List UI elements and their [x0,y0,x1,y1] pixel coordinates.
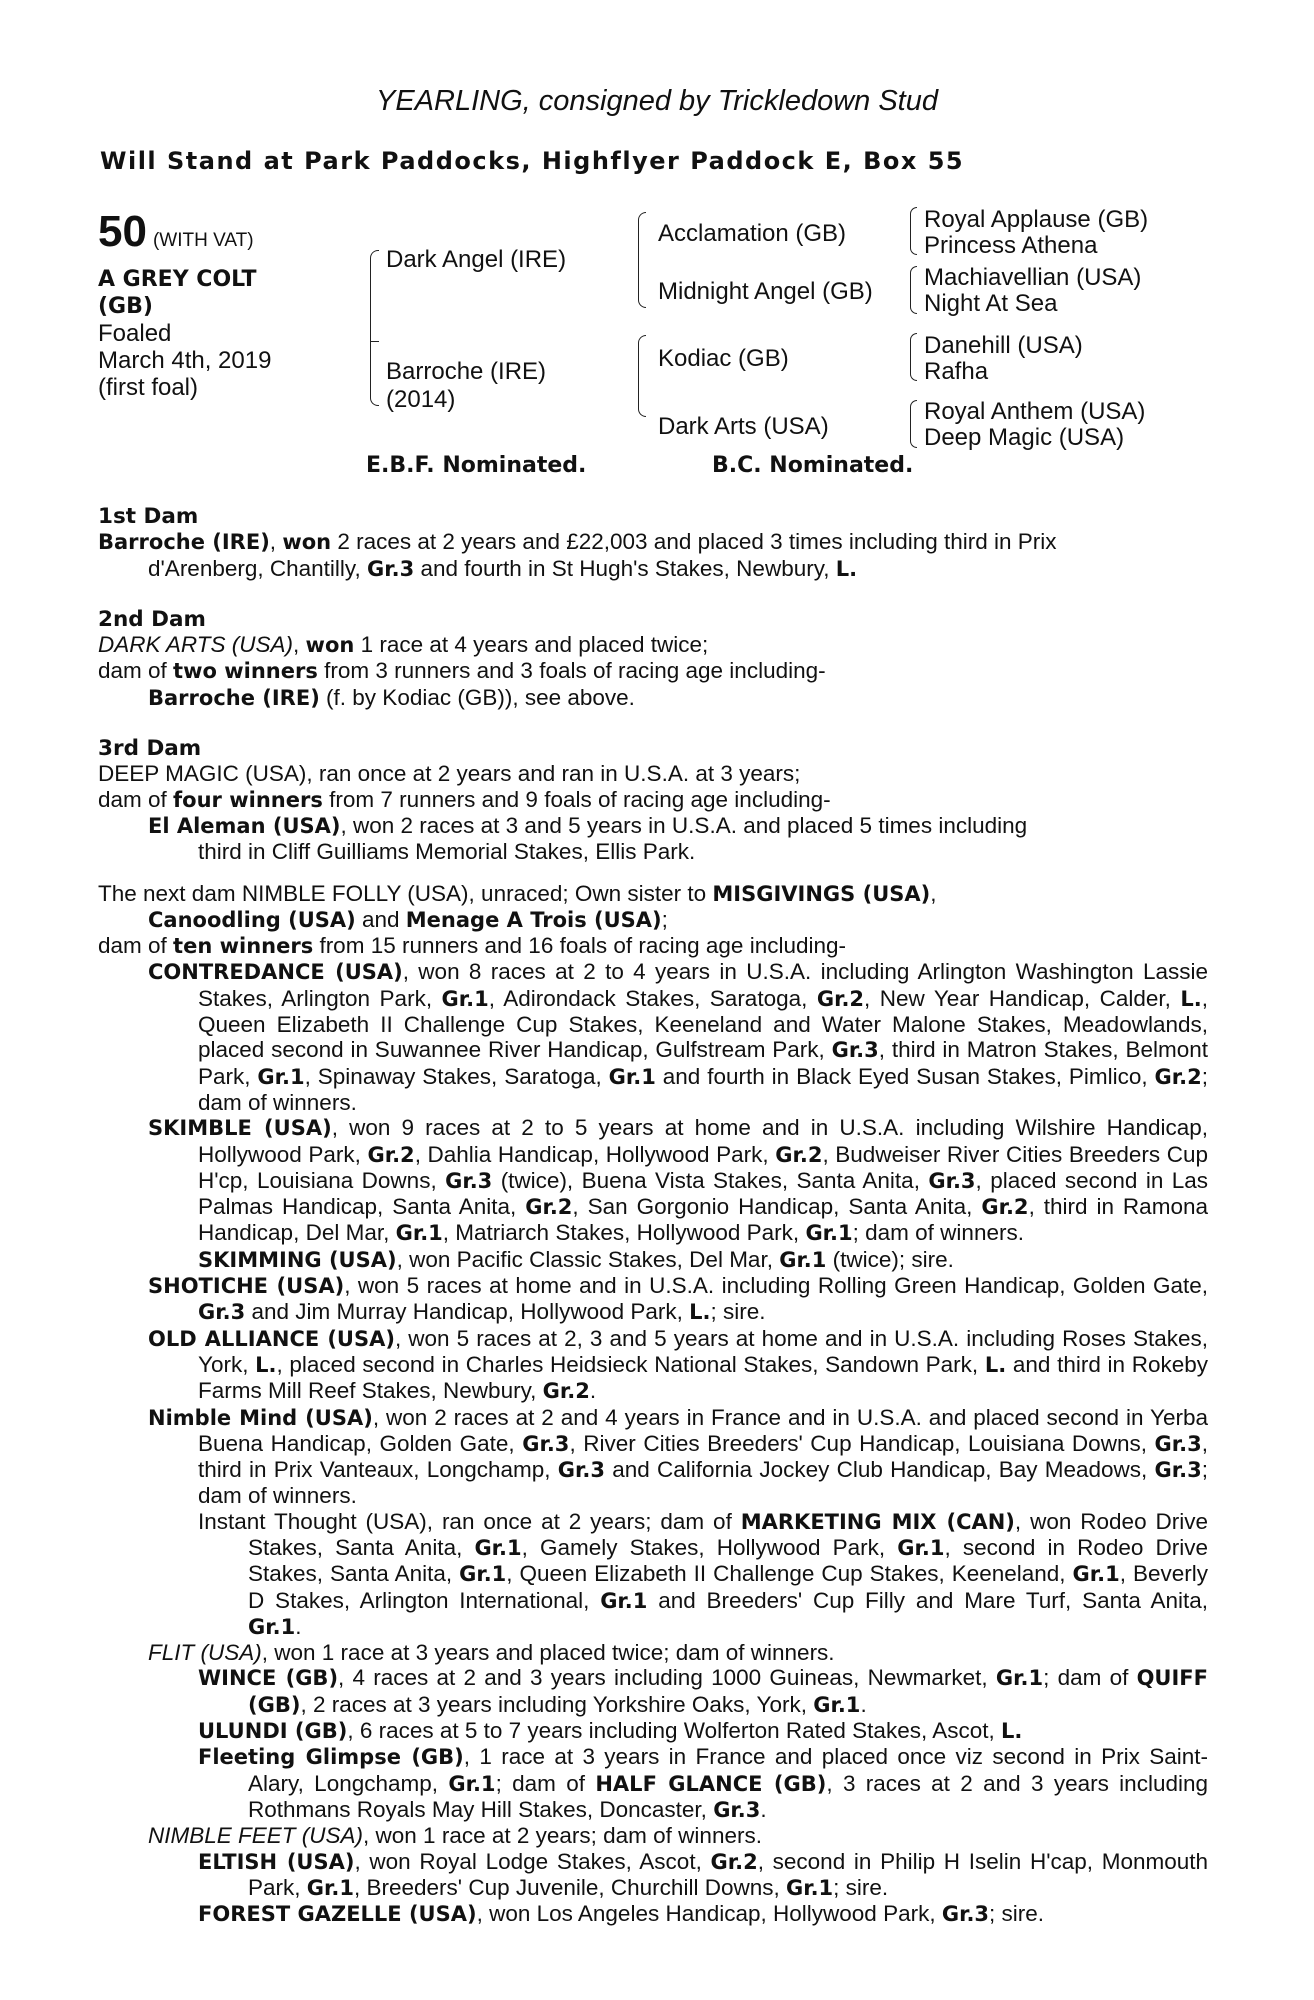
text: , placed second in Las Palmas Handicap, Santa Anita, [198,1167,1209,1220]
won-label: won [282,530,332,555]
text: , won 5 races at 2, 3 and 5 years at home and in U.S.A. including Roses Stakes, York, [198,1325,1208,1377]
second-dam-heading: 2nd Dam [98,606,206,632]
text: ; sire. [989,1901,1045,1927]
entry-eltish [98,1849,1208,1902]
text: , second in Philip H Iselin H'cap, Monmouth Park, [248,1848,1208,1900]
grade: Gr.1 [995,1666,1044,1691]
text: , 6 races at 5 to 7 years including Wolferton Rated Stakes, Ascot, [347,1718,1001,1744]
text: 1 race at 4 years and placed twice; [354,632,709,658]
second-dam-line2 [98,658,1208,684]
entry-fleeting-glimpse [98,1744,1208,1823]
lot-description: A GREY COLT [98,267,257,292]
text: , San Gorgonio Handicap, Santa Anita, [572,1194,982,1220]
text: , Budweiser River Cities Breeders Cup H'cp, Louisiana Downs, [198,1141,1208,1193]
horse-name: ELTISH (USA) [198,1849,355,1874]
grade: Gr.1 [779,1247,827,1272]
text: , won 9 races at 2 to 5 years at home and in U.S.A. including Wilshire Handicap, Hollywood Park, [198,1115,1209,1167]
text: , 3 races at 2 and 3 years including Rothmans Royals May Hill Stakes, Doncaster, [248,1770,1208,1822]
grade: Gr.3 [445,1168,493,1193]
entry-skimming [98,1247,1208,1273]
grade: Gr.1 [395,1221,443,1246]
pedigree-brace-g2 [910,266,917,314]
second-dam-line1: DARK ARTS (USA), won 1 race at 4 years and placed twice; [98,632,709,658]
horse-name: FLIT (USA) [148,1640,262,1666]
horse-name: OLD ALLIANCE (USA) [148,1326,395,1351]
listed: L. [1001,1719,1023,1744]
horse-name: Nimble Mind (USA) [148,1405,373,1430]
grade: Gr.2 [710,1849,758,1874]
text: . [760,1796,767,1822]
third-dam-line1: DEEP MAGIC (USA), ran once at 2 years and ran in U.S.A. at 3 years; [98,761,801,787]
text: , won 2 races at 2 and 4 years in France and in U.S.A. and placed second in Yerba Buena Handicap, Golden Gate, [198,1404,1208,1456]
listed: L. [689,1300,711,1325]
horse-name: SKIMBLE (USA) [148,1116,332,1141]
horse-name: HALF GLANCE (GB) [595,1771,827,1796]
entry-shotiche [98,1273,1208,1326]
grade: Gr.1 [257,1064,305,1089]
grade: Gr.1 [813,1692,861,1717]
pedigree-dam: Barroche (IRE) [386,358,547,385]
listed: L. [255,1352,277,1377]
lot-number-line [98,208,254,265]
pedigree-dam-sire: Kodiac (GB) [658,345,789,372]
text: and Breeders' Cup Filly and Mare Turf, Santa Anita, [647,1587,1208,1613]
text: , won Rodeo Drive Stakes, Santa Anita, [248,1508,1208,1560]
horse-name: Canoodling (USA) [148,907,356,932]
text: and fourth in Black Eyed Susan Stakes, Pimlico, [655,1063,1155,1089]
grade: Gr.2 [775,1142,823,1167]
text: , won 8 races at 2 to 4 years in U.S.A. including Arlington Washington Lassie Stakes, Arlington Park, [198,959,1208,1011]
catalogue-heading: YEARLING, consigned by Trickledown Stud [375,85,938,117]
pedigree-brace-dam-parents [638,335,646,417]
pedigree-brace-dam [370,340,379,406]
pedigree-dss: Danehill (USA) [924,332,1083,359]
won-label: won [305,633,355,658]
second-dam-child [98,685,1208,711]
lot-number: 50 [98,207,147,256]
pedigree-sire: Dark Angel (IRE) [386,246,567,273]
horse-name: El Aleman (USA) [148,813,341,838]
text: . [589,1378,597,1404]
text: , won 1 race at 2 years; dam of winners. [363,1823,762,1849]
pedigree-dsd: Rafha [924,358,989,385]
horse-name: Menage A Trois (USA) [405,907,662,932]
text: . [860,1691,867,1717]
pedigree-dam-dam: Dark Arts (USA) [658,413,829,440]
text: d'Arenberg, Chantilly, [148,555,367,581]
entry-wince [98,1665,1208,1718]
text: (twice); sire. [826,1246,954,1272]
horse-name: NIMBLE FEET (USA) [148,1823,364,1849]
pedigree-sire-sire: Acclamation (GB) [658,220,847,247]
entry-old-alliance [98,1326,1208,1405]
text: ; dam of winners. [852,1220,1024,1246]
entry-ulundi [98,1718,1208,1744]
entry-forest-gazelle [98,1901,1208,1927]
stand-location: Will Stand at Park Paddocks, Highflyer Paddock E, Box 55 [100,147,965,175]
horse-name: QUIFF (GB) [248,1666,1208,1717]
entry-skimble [98,1115,1208,1246]
grade: Gr.3 [367,556,415,581]
winners-count: two winners [173,659,318,684]
grade: Gr.1 [785,1875,834,1900]
horse-name: CONTREDANCE (USA) [148,960,403,985]
text: , 1 race at 3 years in France and placed once viz second in Prix Saint-Alary, Longchamp, [248,1744,1208,1796]
grade: Gr.3 [1154,1458,1202,1483]
text: ; dam of winners. [198,1457,1208,1509]
text: ; sire. [710,1299,766,1325]
listed: L. [1180,986,1202,1011]
third-dam-child [98,813,1208,839]
text: from 15 runners and 16 foals of racing age including- [313,933,847,959]
grade: Gr.3 [713,1797,761,1822]
pedigree-brace-sire [370,250,379,342]
text: (twice), Buena Vista Stakes, Santa Anita, [492,1167,929,1193]
pedigree-dds: Royal Anthem (USA) [924,398,1146,425]
entry-nimble-mind [98,1405,1208,1509]
text: and third in Rokeby Farms Mill Reef Stakes, Newbury, [198,1351,1208,1404]
ebf-nomination: E.B.F. Nominated. [366,453,587,478]
text: from 3 runners and 3 foals of racing age including- [317,658,826,684]
grade: Gr.1 [805,1221,853,1246]
text: , won Royal Lodge Stakes, Ascot, [354,1848,711,1874]
entry-contredance [98,959,1208,1115]
text: . [295,1613,302,1639]
pedigree-sss: Royal Applause (GB) [924,206,1149,233]
foal-note: (first foal) [98,374,199,401]
text: , second in Rodeo Drive Stakes, Santa Anita, [248,1534,1208,1587]
entry-nimble-feet [98,1823,1208,1848]
grade: Gr.2 [816,986,865,1011]
grade: Gr.3 [1154,1431,1202,1456]
grade: Gr.1 [306,1875,354,1900]
lot-country: (GB) [98,294,153,319]
grade: Gr.3 [557,1458,605,1483]
text: (f. by Kodiac (GB)), see above. [319,684,635,710]
foaled-date: March 4th, 2019 [98,347,272,374]
text: ; dam of [1043,1665,1137,1691]
next-dam-produce [98,933,1208,959]
text: , Gamely Stakes, Hollywood Park, [521,1534,898,1560]
text: , Dahlia Handicap, Hollywood Park, [414,1141,776,1167]
pedigree-ssd: Princess Athena [924,232,1098,259]
pedigree-ddd: Deep Magic (USA) [924,424,1125,451]
text: , Adirondack Stakes, Saratoga, [488,985,817,1011]
grade: Gr.1 [1072,1562,1120,1587]
text: , Queen Elizabeth II Challenge Cup Stakes, Keeneland, [506,1561,1073,1587]
horse-name: Barroche (IRE) [148,685,320,710]
catalogue-body [98,504,1208,1927]
winners-count: ten winners [173,934,314,959]
next-dam-sisters [98,907,1208,933]
third-dam-line2 [98,787,1208,813]
horse-name: MISGIVINGS (USA) [712,881,931,906]
third-dam-child-cont: third in Cliff Guilliams Memorial Stakes, Ellis Park. [198,839,696,865]
text: , won 1 race at 3 years and placed twice; dam of winners. [261,1640,835,1666]
grade: Gr.3 [941,1902,990,1927]
pedigree-brace-sire-parents [638,212,646,308]
text: ; dam of winners. [198,1063,1208,1115]
dam-name: Barroche (IRE) [98,530,270,555]
foaled-label: Foaled [98,320,172,347]
text: and fourth in St Hugh's Stakes, Newbury, [414,555,836,581]
grade: Gr.1 [248,1614,296,1639]
text: dam of [98,933,174,959]
pedigree-brace-g1 [910,207,917,255]
text: , placed second in Charles Heidsieck National Stakes, Sandown Park, [276,1351,985,1377]
bc-nomination: B.C. Nominated. [712,453,914,478]
text: , Spinaway Stakes, Saratoga, [304,1063,609,1089]
grade: Gr.2 [981,1195,1029,1220]
text: 2 races at 2 years and £22,003 and placed 3 times including third in Prix [331,529,1057,555]
grade: Gr.1 [608,1064,656,1089]
vat-note: (WITH VAT) [152,230,254,251]
horse-name: FOREST GAZELLE (USA) [198,1902,477,1927]
horse-name: MARKETING MIX (CAN) [740,1509,1015,1534]
text: , New Year Handicap, Calder, [864,985,1181,1011]
next-dam-para [98,881,1208,907]
text: , won 2 races at 3 and 5 years in U.S.A. and placed 5 times including [340,812,1028,838]
text: , third in Ramona Handicap, Del Mar, [198,1194,1208,1246]
text: , Breeders' Cup Juvenile, Churchill Downs, [353,1874,786,1900]
text: , 2 races at 3 years including Yorkshire Oaks, York, [300,1691,814,1717]
listed: L. [984,1352,1007,1377]
text: and Jim Murray Handicap, Hollywood Park, [245,1299,690,1325]
grade: Gr.1 [448,1771,496,1796]
pedigree-sire-dam: Midnight Angel (GB) [658,278,873,305]
text: ; [661,906,668,932]
dam-name: DARK ARTS (USA) [98,632,294,658]
grade: Gr.3 [928,1168,976,1193]
text: dam of [98,786,174,812]
third-dam-heading: 3rd Dam [98,736,202,762]
pedigree-sds: Machiavellian (USA) [924,264,1142,291]
text: , 4 races at 2 and 3 years including 1000 Guineas, Newmarket, [338,1665,996,1691]
text: , won 5 races at home and in U.S.A. including Rolling Green Handicap, Golden Gate, [344,1273,1208,1299]
grade: Gr.2 [542,1379,590,1404]
text: dam of [98,658,174,684]
grade: Gr.3 [831,1038,879,1063]
pedigree-brace-g3 [910,333,917,381]
text: , third in Matron Stakes, Belmont Park, [198,1037,1208,1089]
grade: Gr.1 [459,1562,507,1587]
text: ; dam of [495,1770,596,1796]
first-dam-para: Barroche (IRE), won 2 races at 2 years and £22,003 and placed 3 times including third in Prix [98,529,1057,555]
text: , River Cities Breeders' Cup Handicap, Louisiana Downs, [569,1430,1155,1456]
grade: Gr.1 [897,1535,945,1560]
text: The next dam NIMBLE FOLLY (USA), unraced; Own sister to [98,880,713,906]
grade: Gr.2 [1154,1064,1202,1089]
text: , won Pacific Classic Stakes, Del Mar, [396,1246,780,1272]
listed: L. [835,556,858,581]
text: and California Jockey Club Handicap, Bay Meadows, [605,1457,1155,1483]
text: , Queen Elizabeth II Challenge Cup Stakes, Keeneland and Water Malone Stakes, Meadowlands, placed second in Suwannee River Handicap, Gulfstream Park, [198,985,1208,1063]
text: , third in Prix Vanteaux, Longchamp, [198,1430,1208,1483]
pedigree-sdd: Night At Sea [924,290,1058,317]
first-dam-para-cont [98,556,1208,582]
grade: Gr.1 [441,986,489,1011]
horse-name: WINCE (GB) [198,1666,339,1691]
grade: Gr.2 [367,1142,415,1167]
grade: Gr.3 [522,1431,570,1456]
text: from 7 runners and 9 foals of racing age including- [322,786,831,812]
text: , Matriarch Stakes, Hollywood Park, [442,1220,806,1246]
horse-name: Fleeting Glimpse (GB) [198,1745,464,1770]
grade: Gr.2 [525,1195,573,1220]
grade: Gr.1 [600,1588,648,1613]
text: , [930,880,937,906]
horse-name: SKIMMING (USA) [198,1247,397,1272]
pedigree-brace-g4 [910,400,917,448]
entry-flit [98,1640,1208,1665]
first-dam-heading: 1st Dam [98,504,199,529]
winners-count: four winners [173,787,323,812]
text: Instant Thought (USA), ran once at 2 years; dam of [198,1508,741,1534]
pedigree-dam-year: (2014) [386,386,456,413]
text: and [355,906,406,932]
text: , Beverly D Stakes, Arlington International, [248,1561,1208,1613]
horse-name: SHOTICHE (USA) [148,1274,345,1299]
entry-instant-thought [98,1509,1208,1640]
grade: Gr.3 [198,1300,246,1325]
horse-name: ULUNDI (GB) [198,1719,348,1744]
text: ; sire. [833,1874,889,1900]
text: , won Los Angeles Handicap, Hollywood Park, [476,1901,942,1927]
grade: Gr.1 [474,1535,522,1560]
